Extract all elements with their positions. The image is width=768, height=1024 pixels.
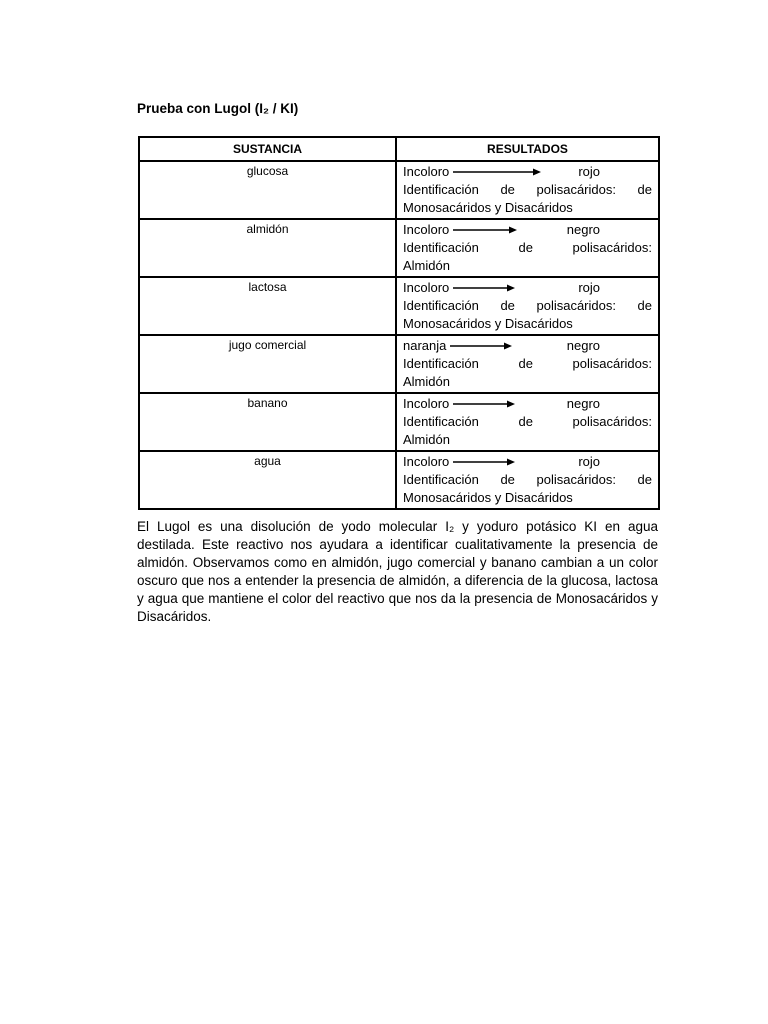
identification-line: Identificación de polisacáridos: xyxy=(403,414,652,429)
identification-result: Almidón xyxy=(403,432,450,447)
substance-name: almidón xyxy=(246,222,289,236)
substance-cell xyxy=(139,451,396,509)
table-row xyxy=(139,277,659,335)
substance-cell xyxy=(139,277,396,335)
identification-result: Almidón xyxy=(403,258,450,273)
identification-result: Monosacáridos y Disacáridos xyxy=(403,490,573,505)
arrow-icon xyxy=(453,221,517,239)
color-change-line xyxy=(403,453,652,471)
arrow-icon xyxy=(450,337,512,355)
table-row xyxy=(139,219,659,277)
arrow-icon xyxy=(453,279,515,297)
color-change-line xyxy=(403,221,652,239)
initial-color: Incoloro xyxy=(403,396,450,411)
identification-line: Identificación de polisacáridos: xyxy=(403,356,652,371)
final-color: negro xyxy=(566,396,600,411)
initial-color: naranja xyxy=(403,338,447,353)
table-row xyxy=(139,335,659,393)
initial-color: Incoloro xyxy=(403,454,450,469)
final-color: rojo xyxy=(578,454,600,469)
substance-cell xyxy=(139,219,396,277)
identification-line: Identificación de polisacáridos: de xyxy=(403,472,652,487)
substance-cell xyxy=(139,393,396,451)
color-change-line xyxy=(403,279,652,297)
identification-result: Monosacáridos y Disacáridos xyxy=(403,316,573,331)
table-row xyxy=(139,161,659,219)
initial-color: Incoloro xyxy=(403,164,450,179)
color-change-line xyxy=(403,163,652,181)
identification-line: Identificación de polisacáridos: de xyxy=(403,182,652,197)
table-row xyxy=(139,451,659,509)
arrow-icon xyxy=(453,395,515,413)
table-header-row xyxy=(139,137,659,161)
initial-color: Incoloro xyxy=(403,280,450,295)
header-results: RESULTADOS xyxy=(396,137,659,161)
substance-name: lactosa xyxy=(248,280,287,294)
result-cell xyxy=(396,219,659,277)
identification-line: Identificación de polisacáridos: xyxy=(403,240,652,255)
results-table xyxy=(138,136,660,510)
table-row xyxy=(139,393,659,451)
arrow-icon xyxy=(453,163,541,181)
substance-name: jugo comercial xyxy=(228,338,307,352)
substance-cell xyxy=(139,161,396,219)
substance-name: agua xyxy=(254,454,281,468)
explanation-paragraph: El Lugol es una disolución de yodo molecular I₂ y yoduro potásico KI en agua destilada. Este reactivo nos ayudara a identificar cualitativamente la presencia de almidón. Observamos como en almidón, jugo comercial y banano cambian a un color oscuro que nos a entender la presencia de almidón, a diferencia de la glucosa, lactosa y agua que mantiene el color del reactivo que nos da la presencia de Monosacáridos y Disacáridos. xyxy=(137,519,658,624)
color-change-line xyxy=(403,395,652,413)
color-change-line xyxy=(403,337,652,355)
result-cell xyxy=(396,335,659,393)
arrow-icon xyxy=(453,453,515,471)
document-title: Prueba con Lugol (I₂ / KI) xyxy=(137,101,299,116)
substance-cell xyxy=(139,335,396,393)
identification-result: Almidón xyxy=(403,374,450,389)
final-color: rojo xyxy=(578,280,600,295)
initial-color: Incoloro xyxy=(403,222,450,237)
final-color: negro xyxy=(566,338,600,353)
result-cell xyxy=(396,161,659,219)
result-cell xyxy=(396,393,659,451)
identification-result: Monosacáridos y Disacáridos xyxy=(403,200,573,215)
final-color: negro xyxy=(566,222,600,237)
result-cell xyxy=(396,277,659,335)
final-color: rojo xyxy=(578,164,600,179)
header-substance: SUSTANCIA xyxy=(139,137,396,161)
substance-name: glucosa xyxy=(246,164,289,178)
substance-name: banano xyxy=(247,396,288,410)
result-cell xyxy=(396,451,659,509)
identification-line: Identificación de polisacáridos: de xyxy=(403,298,652,313)
